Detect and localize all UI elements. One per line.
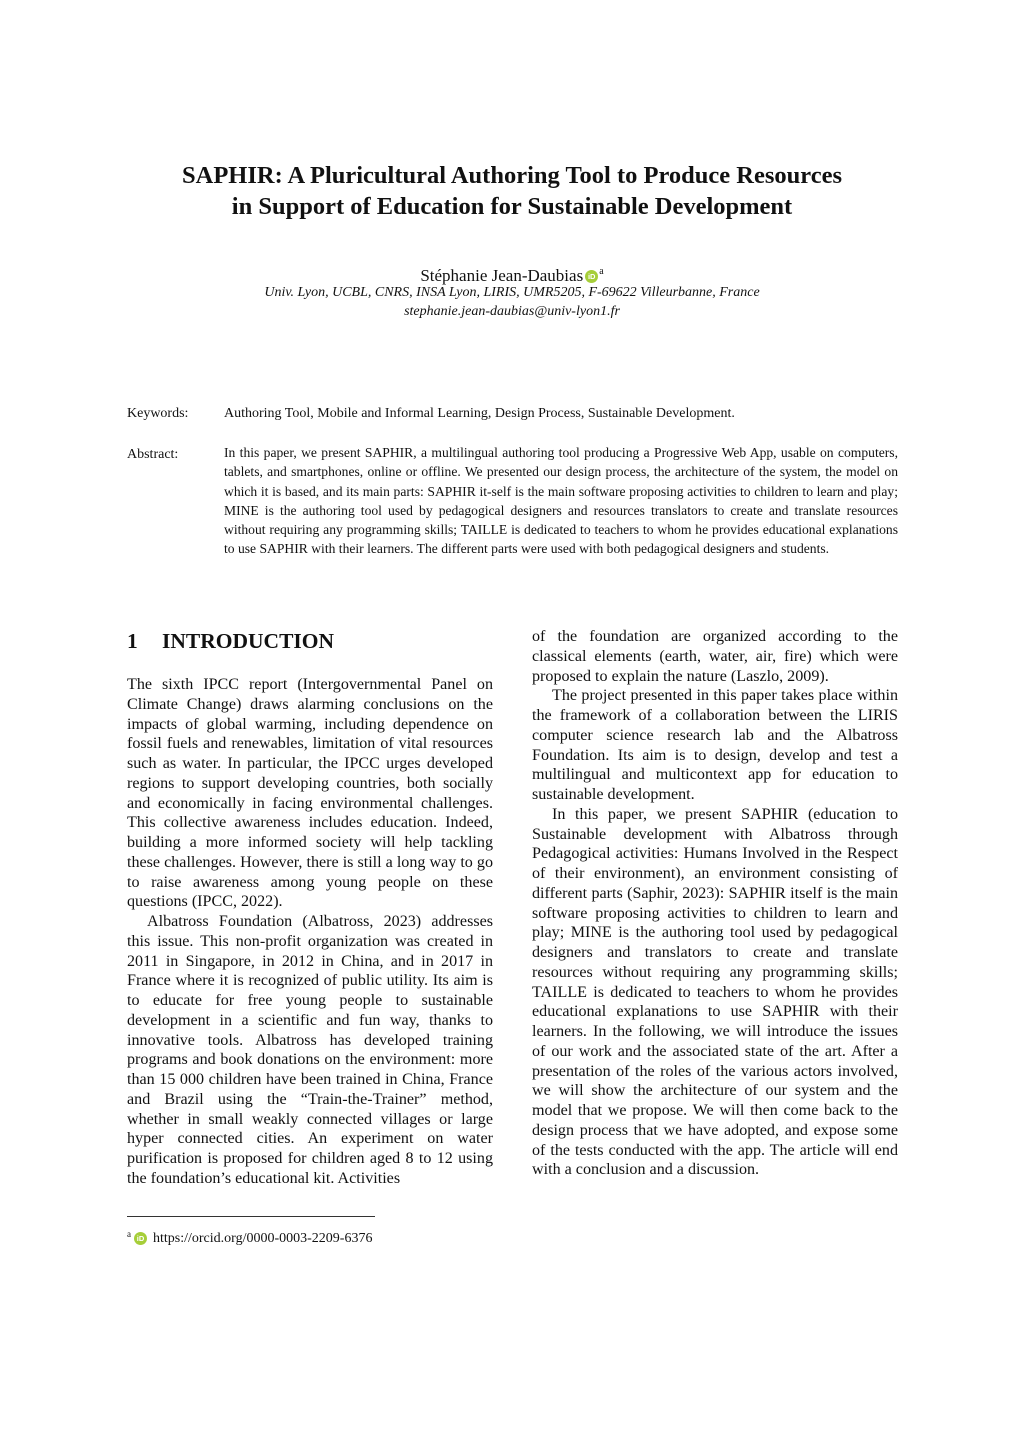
intro-paragraph-1: The sixth IPCC report (Intergovernmental Panel on Climate Change) draws alarming conclusions on the impacts of global warming, including dependence on fossil fuels and renewables, limitation of vital resources such as water. In particular, the IPCC urges developed regions to support developing countries, both socially and economically in facing environmental challenges. This collective awareness includes education. Indeed, building a more informed society will help tackling these challenges. However, there is still a long way to go to raise awareness among young people on these questions (IPCC, 2022). (127, 676, 493, 911)
paper-title (100, 160, 924, 222)
footnote-mark: a (127, 1229, 131, 1239)
author-line (0, 262, 1024, 286)
orcid-icon[interactable]: iD (585, 270, 598, 283)
section-title: INTRODUCTION (162, 629, 335, 653)
intro-paragraph-4: In this paper, we present SAPHIR (education to Sustainable development with Albatross through Pedagogical activities: Humans Involved in the Respect of their environment), an environment consisting of different parts (Saphir, 2023): SAPHIR itself is the main software proposing activities to children to learn and play; MINE is the authoring tool used by pedagogical designers and translators to create and translate resources without requiring any programming skills; TAILLE is dedicated to teachers to whom he provides educational explanations to use SAPHIR with their learners. In the following, we will introduce the issues of our work and the associated state of the art. After a presentation of the roles of the various actors involved, we will show the architecture of our system and the model that we propose. We will then come back to the design process that we have adopted, and expose some of the tests conducted with the app. The article will end with a conclusion and a discussion. (532, 805, 898, 1179)
footnote-divider (127, 1216, 375, 1217)
author-email[interactable]: stephanie.jean-daubias@univ-lyon1.fr (404, 304, 620, 319)
footnote-orcid-icon: iD (134, 1232, 147, 1245)
author-superscript: a (599, 266, 604, 277)
footnote (127, 1225, 372, 1248)
author-name: Stéphanie Jean-Daubias (420, 266, 584, 285)
affiliation: Univ. Lyon, UCBL, CNRS, INSA Lyon, LIRIS, UMR5205, F-69622 Villeurbanne, France (264, 285, 760, 300)
abstract-text: In this paper, we present SAPHIR, a multilingual authoring tool producing a Progressive Web App, usable on computers, tablets, and smartphones, online or offline. We presented our design process, the architecture of the system, the model on which it is based, and its main parts: SAPHIR it-self is the main software proposing activities to children to learn and play; MINE is the authoring tool used by pedagogical designers and resources translators to create and translate resources without requiring any programming skills; TAILLE is dedicated to teachers to whom he provides educational explanations to use SAPHIR with their learners. The different parts were used with both pedagogical designers and students. (224, 445, 898, 557)
intro-paragraph-2: Albatross Foundation (Albatross, 2023) addresses this issue. This non-profit organization was created in 2011 in Singapore, in 2012 in China, and in 2017 in France where it is recognized of public utility. Its aim is to educate for free young people to sustainable development in a scientific and fun way, thanks to innovative tools. Albatross has developed training programs and book donations on the environment: more than 15 000 children have been trained in China, France and Brazil using the “Train-the-Trainer” method, whether in small weakly connected villages or large hyper connected cities. An experiment on water purification is proposed for children aged 8 to 12 using the foundation’s educational kit. Activities (127, 913, 493, 1187)
intro-paragraph-3: The project presented in this paper takes place within the framework of a collaboration between the LIRIS computer science research lab and the Albatross Foundation. Its aim is to design, develop and test a multilingual and multicontext app for education to sustainable development. (532, 687, 898, 803)
left-column (127, 675, 493, 1189)
right-column (532, 627, 898, 1180)
keywords-text: Authoring Tool, Mobile and Informal Learning, Design Process, Sustainable Development. (224, 406, 735, 421)
section-heading (127, 628, 334, 654)
intro-paragraph-2-cont: of the foundation are organized according to the classical elements (earth, water, air, fire) which were proposed to explain the nature (Laszlo, 2009). (532, 628, 898, 685)
title-line-1: SAPHIR: A Pluricultural Authoring Tool to Produce Resources (182, 162, 842, 189)
title-line-2: in Support of Education for Sustainable Development (231, 193, 793, 220)
keywords-label: Keywords: (127, 406, 189, 421)
section-number: 1 (127, 629, 138, 653)
footnote-url[interactable]: https://orcid.org/0000-0003-2209-6376 (153, 1231, 373, 1246)
abstract-label: Abstract: (127, 447, 179, 462)
